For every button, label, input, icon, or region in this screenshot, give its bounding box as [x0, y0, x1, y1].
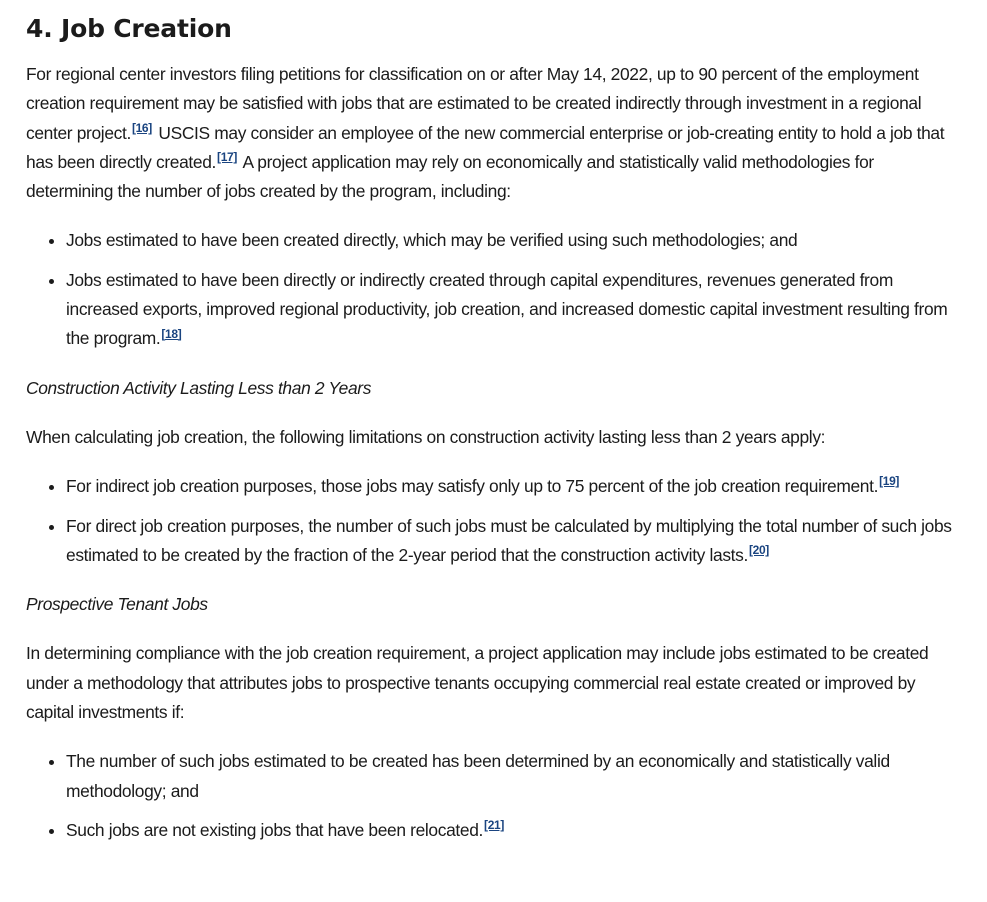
tenant-jobs-paragraph: In determining compliance with the job creation requirement, a project application may include jobs estimated to be created under a methodology that attributes jobs to prospective tenants occupying commercial real estate created or improved by capital investments if: — [26, 643, 929, 723]
list-item-text: Jobs estimated to have been created directly, which may be verified using such methodologies; and — [66, 230, 798, 251]
job-methodology-list — [26, 226, 957, 353]
intro-text-2: USCIS may consider an employee of the new commercial enterprise or job-creating entity to hold a job that has been directly created. — [26, 122, 945, 172]
list-item-text: Jobs estimated to have been directly or indirectly created through capital expenditures, revenues generated from increased exports, improved regional productivity, job creation, and increased domestic capital investment resulting from the program. — [66, 269, 948, 349]
construction-paragraph: When calculating job creation, the following limitations on construction activity lasting less than 2 years apply: — [26, 426, 826, 447]
list-item — [66, 266, 957, 354]
construction-limitations-list — [26, 472, 957, 570]
footnote-link-21[interactable]: [21] — [484, 818, 504, 833]
footnote-link-19[interactable]: [19] — [879, 474, 900, 489]
intro-text-3: A project application may rely on economically and statistically valid methodologies for determining the number of jobs created by the program, including: — [26, 151, 874, 202]
list-item — [66, 747, 957, 806]
footnote-link-18[interactable]: [18] — [161, 326, 182, 341]
section-title: 4. Job Creation — [26, 14, 232, 43]
subheading-tenant-jobs: Prospective Tenant Jobs — [26, 594, 208, 615]
subheading-construction: Construction Activity Lasting Less than 2 Years — [26, 377, 372, 398]
list-item — [66, 472, 957, 501]
list-item — [66, 226, 957, 255]
tenant-jobs-list — [26, 747, 957, 845]
footnote-link-16[interactable]: [16] — [131, 120, 152, 135]
footnote-link-20[interactable]: [20] — [749, 543, 769, 558]
list-item — [66, 816, 957, 845]
intro-paragraph — [26, 60, 957, 206]
list-item-text: Such jobs are not existing jobs that have been relocated. — [66, 819, 484, 840]
footnote-link-17[interactable]: [17] — [217, 150, 237, 165]
list-item — [66, 512, 957, 571]
list-item-text: The number of such jobs estimated to be created has been determined by an economically and statistically valid methodology; and — [66, 751, 890, 801]
list-item-text: For direct job creation purposes, the number of such jobs must be calculated by multiplying the total number of such jobs estimated to be created by the fraction of the 2-year period that the construction activity lasts. — [66, 515, 952, 565]
list-item-text: For indirect job creation purposes, those jobs may satisfy only up to 75 percent of the job creation requirement. — [66, 476, 879, 497]
intro-text-1: For regional center investors filing petitions for classification on or after May 14, 2022, up to 90 percent of the employment creation requirement may be satisfied with jobs that are estimated to be created indirectly through investment in a regional center project. — [26, 64, 922, 143]
